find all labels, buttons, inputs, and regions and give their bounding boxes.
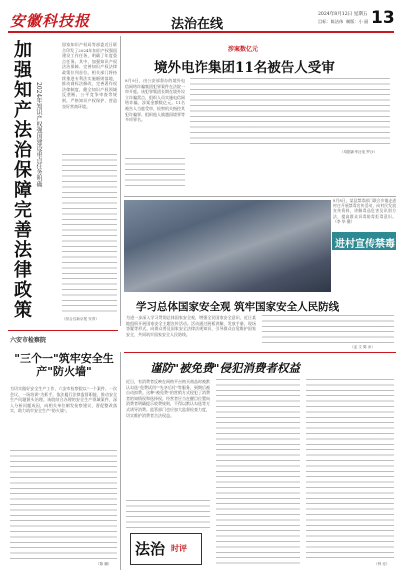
- bottom-story-byline: （钟 亦）: [374, 562, 390, 566]
- column-body-continued: [10, 450, 117, 560]
- column-headline: "三个一"筑牢安全生产"防火墙": [14, 352, 114, 378]
- bottom-story-headline: 谨防"被免费"侵犯消费者权益: [150, 361, 300, 375]
- top-story-headline: 境外电诈集团11名被告人受审: [154, 60, 335, 76]
- news-photo: [124, 200, 331, 292]
- photo-caption: 8月8日，某县禁毒部门联合乡镇走进村庄开展禁毒宣传活动，向村民发放宣传资料，讲解毒品危害及识别方法，提高群众识毒防毒拒毒意识。（李 华 摄）: [333, 198, 396, 224]
- left-feature-byline: （综合自新京报 安青）: [62, 317, 100, 321]
- left-column-divider: [120, 36, 121, 326]
- top-story-body-more: [125, 158, 185, 188]
- masthead-rule: [8, 31, 394, 33]
- promo-title: 进村宣传禁毒: [335, 239, 395, 250]
- commentary-logo-text: 法治: [135, 540, 166, 558]
- learn-story-headline: 学习总体国家安全观 筑牢国家安全人民防线: [136, 301, 340, 313]
- column-byline: （陈 鹏）: [96, 562, 112, 566]
- top-story-body-continued: [190, 78, 390, 148]
- learn-story-body: 为进一步深入学习贯彻总体国家安全观，增强全民国家安全意识，近日某地组织开展国家安全主题宣传活动。活动通过展板讲解、发放手册、现场答疑等形式，向群众普及国家安全法律法规知识，引导群众自觉维护国家安全，共同筑牢国家安全人民防线。: [126, 315, 256, 337]
- section-title: 法治在线: [171, 17, 224, 32]
- learn-story-byline: （孟 文 陈 冰）: [350, 345, 375, 349]
- top-story-rule: [124, 196, 396, 197]
- bottom-story-body-col2: [216, 379, 300, 564]
- layout-credit: 制版：小 丽: [346, 19, 369, 24]
- issue-date: 2024年8月12日 星期五: [318, 12, 368, 17]
- editor-credit: 目标：陈洁伟: [318, 19, 344, 24]
- commentary-logo-subtext: 时评: [171, 543, 187, 553]
- newspaper-logo: 安徽科技报: [10, 12, 91, 30]
- bottom-story-body-col3: [306, 379, 394, 559]
- left-feature-subhead: 2024年知识产权强国建设重点任务明确: [35, 82, 42, 188]
- column-body: 为切实做好安全生产工作，六安市检察院以"一个案件、一次会议、一场培训"为抓手，依法履行法律监督职能，推动安全生产问题源头治理。该院结合办理的安全生产领域案件，深入分析问题成因，向相关单位制发检察建议，督促整改落实，助力筑牢安全生产"防火墙"。: [10, 386, 117, 414]
- bottom-story-body-col1-more: [126, 500, 210, 530]
- top-story-tag: 涉案数亿元: [228, 46, 259, 53]
- page-number: 13: [371, 8, 395, 28]
- left-feature-headline: 加强知产法治保障完善法律政策: [11, 40, 32, 320]
- left-feature-body-continued: [62, 154, 117, 314]
- bottom-story-rule: [124, 352, 396, 353]
- commentary-logo: [130, 533, 202, 565]
- left-feature-body: 国家知识产权局等部委近日联合印发了2024年知识产权强国建设工作任务，明确了年度重点任务。其中，加强知识产权法治保障、完善知识产权法律政策位列首位。相关部门将持续推进专利法实施细则落地，推动商标法修改，完善著作权法律制度，健全知识产权领域反垄断、公平竞争审查等规则，严格知识产权保护，营造良好营商环境。: [62, 42, 117, 109]
- bottom-column-divider: [120, 352, 121, 570]
- top-story-body: 8月9日，由公安部督办的境外电信网络诈骗集团犯罪案件在法院一审开庭。该犯罪集团长期在境外设立诈骗窝点，组织人员实施电信网络诈骗，涉案金额数亿元。11名被告人当庭受审，检察机关指控其犯诈骗罪、组织他人偷越国境罪等多项罪名。: [125, 78, 185, 123]
- column-top-rule: [8, 330, 118, 331]
- bottom-story-body: 近日，有消费者反映在网购平台购买商品时被默认勾选"免费试用""先享后付"等服务，到期后被自动扣费。这种"被免费"的营销方式侵犯了消费者的知情权和选择权。经营者应当在醒目位置向消费者明确提示收费规则，不得以默认勾选等方式诱导消费。监管部门也应加大监督检查力度，切实维护消费者合法权益。: [126, 379, 210, 418]
- column-kicker: 六安市检察院: [10, 337, 47, 344]
- learn-story-body-continued: [262, 315, 394, 343]
- top-story-byline: （均据新华社电 罗沙）: [340, 150, 378, 154]
